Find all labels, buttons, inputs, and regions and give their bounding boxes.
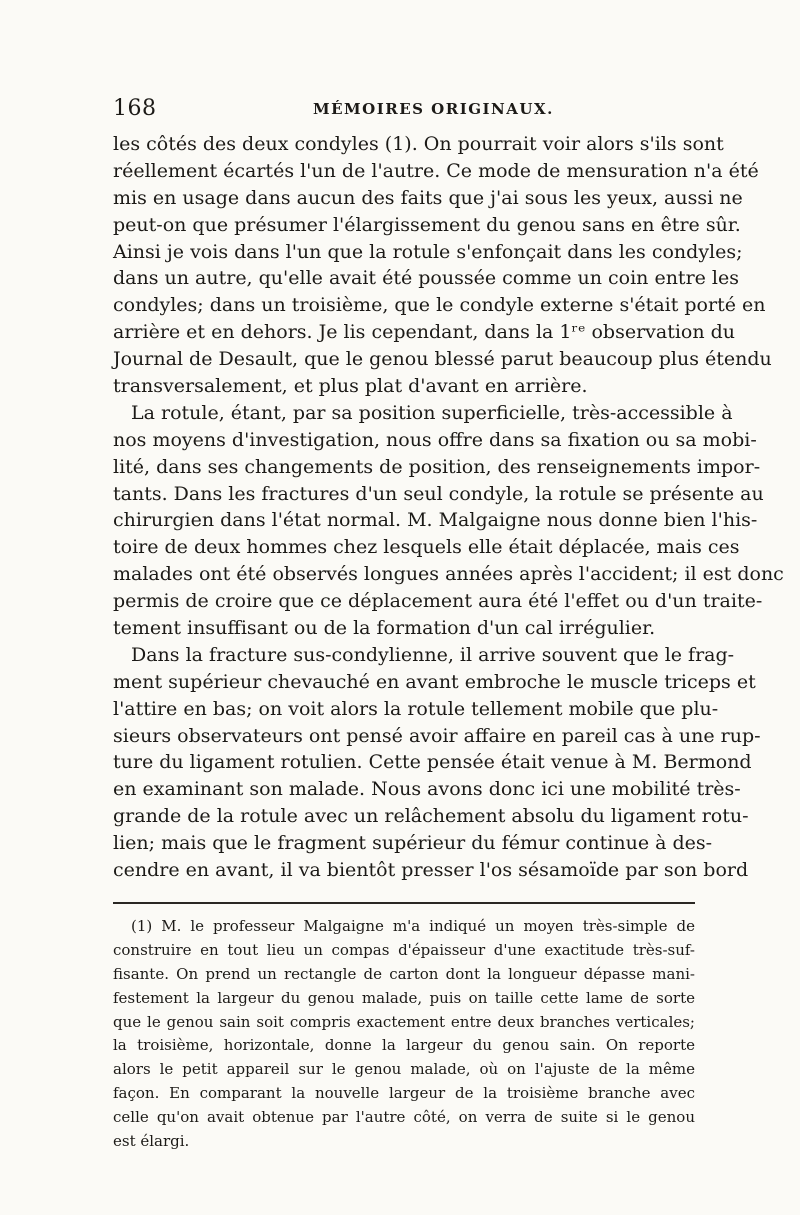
body-line: sieurs observateurs ont pensé avoir affaire en pareil cas à une rup-: [113, 724, 761, 747]
body-line: grande de la rotule avec un relâchement absolu du ligament rotu-: [113, 805, 749, 828]
footnote-line: festement la largeur du genou malade, puis on taille cette lame de sorte: [113, 988, 695, 1007]
running-head: MÉMOIRES ORIGINAUX.: [313, 100, 554, 118]
body-line: l'attire en bas; on voit alors la rotule tellement mobile que plu-: [113, 697, 719, 720]
body-text: [113, 131, 784, 884]
body-line: tants. Dans les fractures d'un seul condyle, la rotule se présente au: [113, 482, 764, 505]
body-line: permis de croire que ce déplacement aura été l'effet ou d'un traite-: [113, 590, 763, 613]
body-line: Dans la fracture sus-condylienne, il arrive souvent que le frag-: [131, 643, 735, 666]
body-line: en examinant son malade. Nous avons donc ici une mobilité très-: [113, 778, 741, 801]
footnote-line: alors le petit appareil sur le genou malade, où on l'ajuste de la même: [113, 1060, 695, 1079]
footnote-line: fisante. On prend un rectangle de carton dont la longueur dépasse mani-: [113, 964, 695, 983]
footnote-separator: [113, 902, 695, 904]
body-line: Journal de Desault, que le genou blessé parut beaucoup plus étendu: [113, 348, 772, 371]
body-line: arrière et en dehors. Je lis cependant, dans la 1ʳᵉ observation du: [113, 321, 736, 344]
page-number: 168: [113, 96, 157, 121]
body-line: peut-on que présumer l'élargissement du genou sans en être sûr.: [113, 213, 741, 236]
footnote-line: la troisième, horizontale, donne la largeur du genou sain. On reporte: [113, 1036, 695, 1055]
footnote-line: celle qu'on avait obtenue par l'autre côté, on verra de suite si le genou: [113, 1108, 695, 1127]
footnote: [113, 915, 695, 1154]
body-line: ture du ligament rotulien. Cette pensée était venue à M. Bermond: [113, 751, 752, 774]
footnote-line: est élargi.: [113, 1132, 190, 1151]
page-header: [113, 96, 695, 126]
body-line: les côtés des deux condyles (1). On pourrait voir alors s'ils sont: [113, 133, 724, 155]
body-line: Ainsi je vois dans l'un que la rotule s'enfonçait dans les condyles;: [113, 240, 743, 263]
body-line: chirurgien dans l'état normal. M. Malgaigne nous donne bien l'his-: [113, 509, 758, 532]
footnote-line: que le genou sain soit compris exactement entre deux branches verticales;: [113, 1012, 695, 1031]
body-line: condyles; dans un troisième, que le condyle externe s'était porté en: [113, 294, 766, 317]
footnote-line: construire en tout lieu un compas d'épaisseur d'une exactitude très-suf-: [113, 940, 695, 959]
body-line: malades ont été observés longues années après l'accident; il est donc: [113, 563, 784, 586]
body-line: lien; mais que le fragment supérieur du fémur continue à des-: [113, 832, 713, 855]
body-line: transversalement, et plus plat d'avant en arrière.: [113, 375, 588, 398]
body-line: ment supérieur chevauché en avant embroche le muscle triceps et: [113, 670, 756, 693]
body-line: tement insuffisant ou de la formation d'un cal irrégulier.: [113, 617, 656, 640]
body-line: toire de deux hommes chez lesquels elle était déplacée, mais ces: [113, 536, 740, 559]
footnote-line: (1) M. le professeur Malgaigne m'a indiqué un moyen très-simple de: [131, 917, 695, 935]
body-line: réellement écartés l'un de l'autre. Ce mode de mensuration n'a été: [113, 159, 759, 182]
body-line: La rotule, étant, par sa position superficielle, très-accessible à: [131, 401, 733, 424]
body-line: mis en usage dans aucun des faits que j'ai sous les yeux, aussi ne: [113, 186, 743, 209]
footnote-line: façon. En comparant la nouvelle largeur de la troisième branche avec: [113, 1084, 695, 1103]
body-line: lité, dans ses changements de position, des renseignements impor-: [113, 455, 761, 478]
body-line: dans un autre, qu'elle avait été poussée comme un coin entre les: [113, 267, 740, 290]
body-line: nos moyens d'investigation, nous offre dans sa fixation ou sa mobi-: [113, 428, 757, 451]
body-line: cendre en avant, il va bientôt presser l'os sésamoïde par son bord: [113, 859, 749, 882]
